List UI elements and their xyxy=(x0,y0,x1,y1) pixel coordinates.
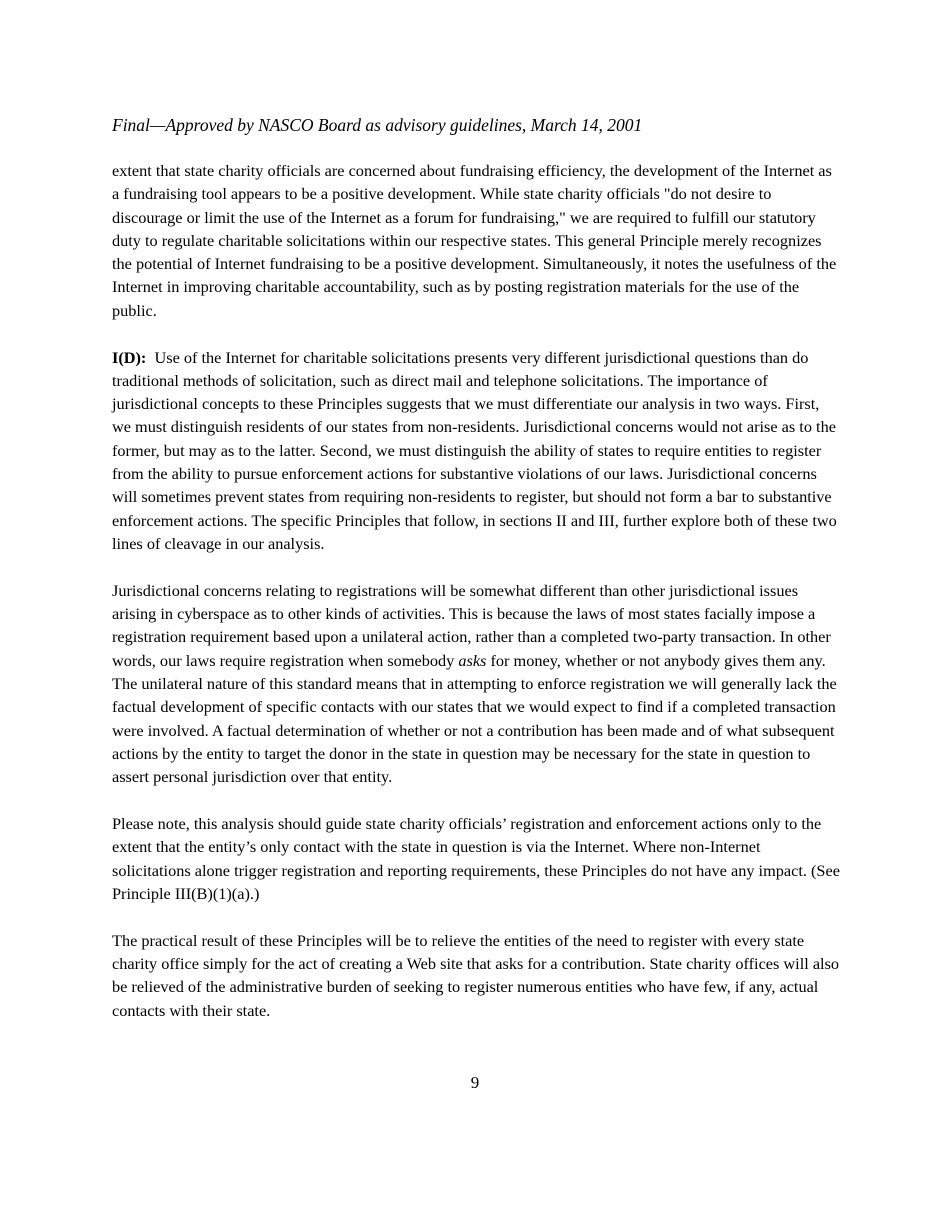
principle-label: I(D): xyxy=(112,347,147,367)
paragraph-text: extent that state charity officials are concerned about fundraising efficiency, the development of the Internet as a fundraising tool appears to be a positive development. While state charity officials "do not desire to discourage or limit the use of the Internet as a forum for fundraising," we are required to fulfill our statutory duty to regulate charitable solicitations within our respective states. This general Principle merely recognizes the potential of Internet fundraising to be a positive development. Simultaneously, it notes the usefulness of the Internet in improving charitable accountability, such as by posting registration materials for the use of the public. xyxy=(112,161,837,320)
paragraph-principle-id xyxy=(112,346,840,556)
document-header: Final—Approved by NASCO Board as advisory guidelines, March 14, 2001 xyxy=(112,115,643,135)
document-page xyxy=(112,113,840,1045)
emphasized-word: asks xyxy=(458,650,487,670)
paragraph-text: The practical result of these Principles will be to relieve the entities of the need to register with every state charity office simply for the act of creating a Web site that asks for a contribution. State charity offices will also be relieved of the administrative burden of seeking to register numerous entities who have few, if any, actual contacts with their state. xyxy=(112,930,840,1020)
paragraph-text: Please note, this analysis should guide state charity officials’ registration and enforcement actions only to the extent that the entity’s only contact with the state in question is via the Internet. Where non-Internet solicitations alone trigger registration and reporting requirements, these Principles do not have any impact. (See Principle III(B)(1)(a).) xyxy=(112,813,840,903)
paragraph-fundraising-efficiency xyxy=(112,159,840,322)
page-number: 9 xyxy=(470,1073,480,1092)
paragraph-please-note xyxy=(112,812,840,905)
paragraph-text: Use of the Internet for charitable solicitations presents very different jurisdictional questions than do traditional methods of solicitation, such as direct mail and telephone solicitations. The importance of jurisdictional concepts to these Principles suggests that we must differentiate our analysis in two ways. First, we must distinguish residents of our states from non-residents. Jurisdictional concerns would not arise as to the former, but may as to the latter. Second, we must distinguish the ability of states to require entities to register from the ability to pursue enforcement actions for substantive violations of our laws. Jurisdictional concerns will sometimes prevent states from requiring non-residents to register, but should not form a bar to substantive enforcement actions. The specific Principles that follow, in sections II and III, further explore both of these two lines of cleavage in our analysis. xyxy=(112,347,837,553)
paragraph-jurisdictional-registrations xyxy=(112,579,840,789)
paragraph-practical-result xyxy=(112,929,840,1022)
paragraph-text-before: Jurisdictional concerns relating to registrations will be somewhat different than other jurisdictional issues arising in cyberspace as to other kinds of activities. This is because the laws of most states facially impose a registration requirement based upon a unilateral action, rather than a completed two-party transaction. In other words, our laws require registration when somebody xyxy=(112,580,831,670)
paragraph-text-after: for money, whether or not anybody gives them any. The unilateral nature of this standard means that in attempting to enforce registration we will generally lack the factual development of specific contacts with our states that we would expect to find if a completed transaction were involved. A factual determination of whether or not a contribution has been made and of what subsequent actions by the entity to target the donor in the state in question may be necessary for the state in question to assert personal jurisdiction over that entity. xyxy=(112,650,837,787)
